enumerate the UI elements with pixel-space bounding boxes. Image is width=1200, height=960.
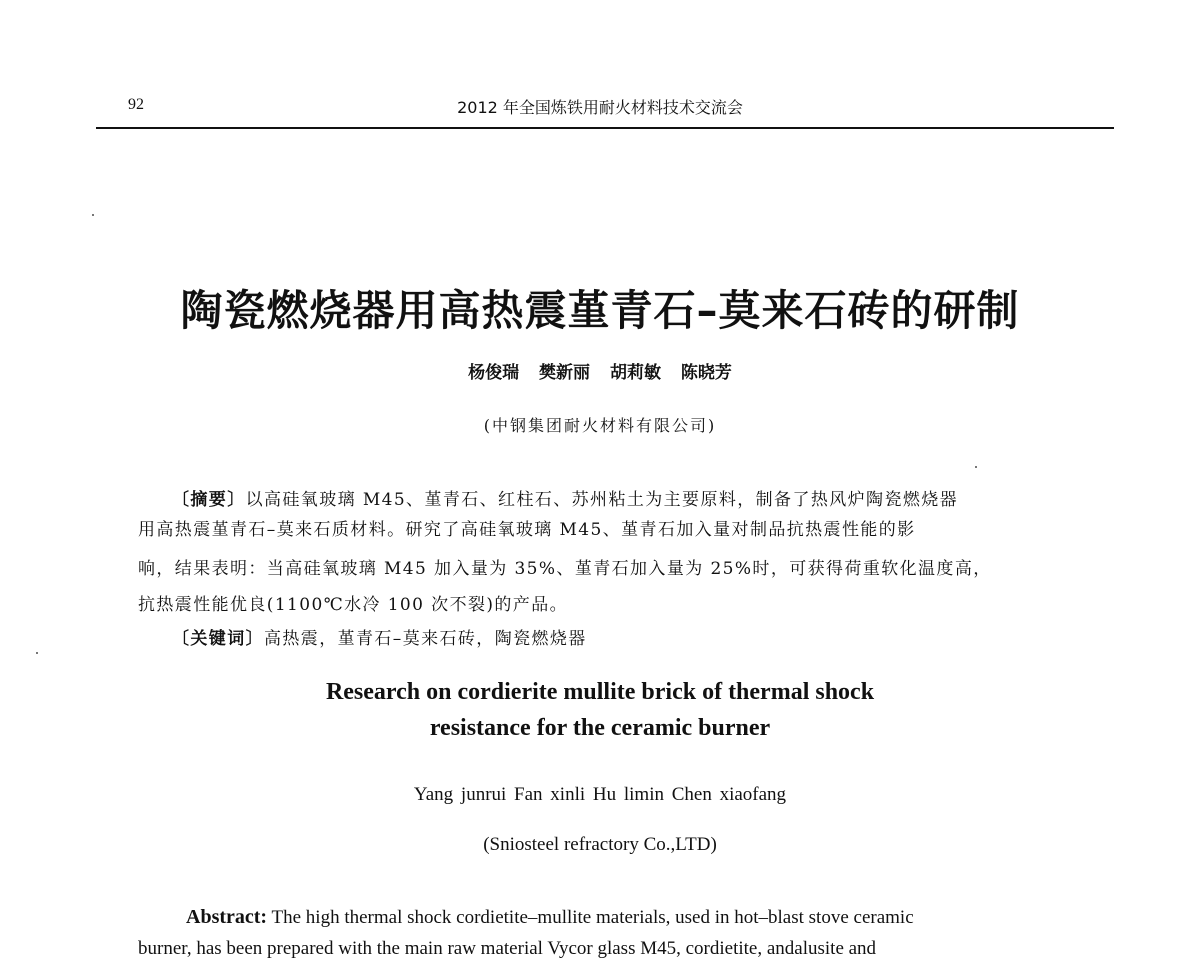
abstract-text-en: The high thermal shock cordietite–mullite materials, used in hot–blast stove ceramic: [267, 907, 914, 928]
affiliation-en: (Sniosteel refractory Co.,LTD): [483, 834, 717, 855]
abstract-text-cn: 以高硅氧玻璃 M45、堇青石、红柱石、苏州粘土为主要原料，制备了热风炉陶瓷燃烧器: [245, 490, 959, 510]
abstract-cn-line: [172, 485, 958, 510]
abstract-cn-line: 响，结果表明：当高硅氧玻璃 M45 加入量为 35%、堇青石加入量为 25%时，可获得荷重软化温度高，: [138, 559, 992, 579]
scan-speck: [975, 466, 977, 468]
author-name: 杨俊瑞: [468, 363, 520, 383]
abstract-label-en: Abstract:: [186, 906, 268, 928]
authors-cn: [0, 358, 1200, 383]
author-name: 樊新丽: [539, 363, 591, 383]
abstract-cn-line: 用高热震堇青石–莫来石质材料。研究了高硅氧玻璃 M45、堇青石加入量对制品抗热震性能的影: [138, 520, 916, 540]
author-name: 陈晓芳: [680, 363, 732, 383]
paper-title-en: [0, 674, 1200, 746]
abstract-cn-line: 抗热震性能优良(1100℃水冷 100 次不裂)的产品。: [138, 595, 568, 615]
affiliation-cn: (中钢集团耐火材料有限公司): [483, 416, 717, 435]
authors-en: Yang junrui Fan xinli Hu limin Chen xiaofang: [413, 784, 787, 805]
abstract-en-line: [186, 906, 914, 929]
running-header: 2012 年全国炼铁用耐火材料技术交流会: [457, 98, 743, 117]
header-rule: [96, 127, 1114, 129]
abstract-label-cn: 〔摘要〕: [172, 490, 246, 510]
keywords-text-cn: 高热震，堇青石–莫来石砖，陶瓷燃烧器: [264, 629, 587, 649]
abstract-en-line: burner, has been prepared with the main raw material Vycor glass M45, cordietite, andalusite and: [138, 938, 877, 959]
keywords-label-cn: 〔关键词〕: [172, 629, 264, 649]
paper-title-en-line: resistance for the ceramic burner: [429, 715, 771, 741]
page-number: 92: [128, 96, 144, 113]
author-name: 胡莉敏: [609, 363, 661, 383]
scan-speck: [92, 214, 94, 216]
paper-title-cn: 陶瓷燃烧器用高热震堇青石–莫来石砖的研制: [180, 286, 1020, 335]
keywords-cn: [172, 624, 587, 649]
paper-title-en-line: Research on cordierite mullite brick of thermal shock: [325, 679, 875, 705]
scan-speck: [36, 652, 38, 654]
